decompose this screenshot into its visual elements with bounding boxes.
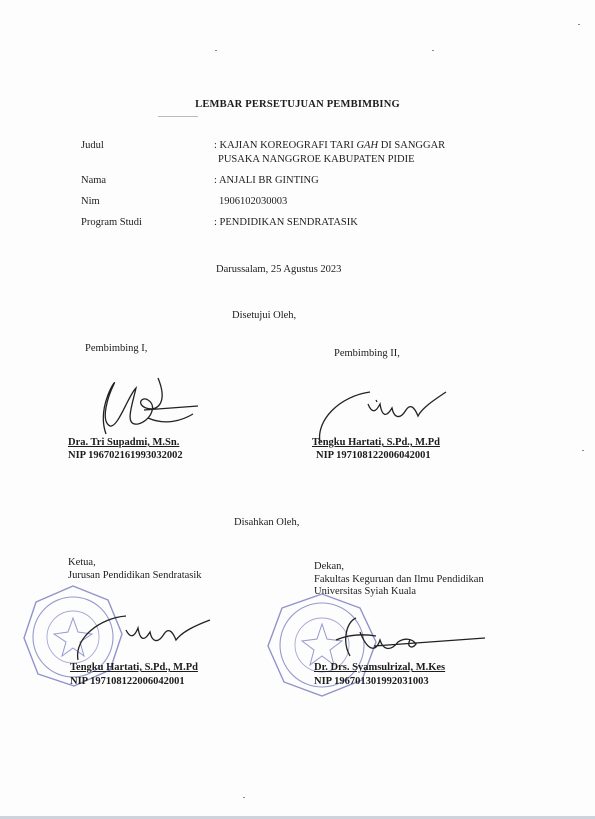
- chair-signature: [70, 608, 220, 668]
- supervisor2-nip: NIP 197108122006042001: [316, 450, 431, 461]
- dean-name: Dr. Drs. Syamsulrizal, M.Kes: [314, 662, 446, 673]
- scan-speck: [432, 50, 434, 51]
- field-label-program: Program Studi: [81, 217, 142, 228]
- field-value-name: : ANJALI BR GINTING: [214, 175, 319, 186]
- scan-speck: [215, 50, 217, 51]
- dean-nip: NIP 196701301992031003: [314, 676, 429, 687]
- chair-name: Tengku Hartati, S.Pd., M.Pd: [70, 662, 198, 673]
- chair-nip: NIP 197108122006042001: [70, 676, 185, 687]
- dean-role: Dekan,: [314, 561, 345, 572]
- field-value-nim: 1906102030003: [219, 196, 288, 207]
- ratified-by: Disahkan Oleh,: [234, 517, 300, 528]
- supervisor1-nip: NIP 196702161993032002: [68, 450, 183, 461]
- chair-role: Ketua,: [68, 557, 96, 568]
- dean-signature: [320, 612, 490, 662]
- place-date: Darussalam, 25 Agustus 2023: [216, 264, 342, 275]
- field-label-name: Nama: [81, 175, 107, 186]
- scan-speck: [578, 24, 580, 25]
- supervisor1-name: Dra. Tri Supadmi, M.Sn.: [68, 437, 180, 448]
- supervisor1-signature: [88, 366, 203, 446]
- supervisor2-role: Pembimbing II,: [334, 348, 400, 359]
- field-label-title: Judul: [81, 140, 104, 151]
- dean-unit2: Universitas Syiah Kuala: [314, 586, 417, 597]
- field-value-title-line2: PUSAKA NANGGROE KABUPATEN PIDIE: [218, 154, 415, 165]
- scan-speck: [582, 450, 584, 451]
- field-value-title: : KAJIAN KOREOGRAFI TARI GAH DI SANGGAR: [214, 140, 446, 151]
- chair-unit: Jurusan Pendidikan Sendratasik: [68, 570, 202, 581]
- field-value-program: : PENDIDIKAN SENDRATASIK: [214, 217, 358, 228]
- scan-speck: [243, 797, 245, 798]
- supervisor1-role: Pembimbing I,: [85, 343, 148, 354]
- approved-by: Disetujui Oleh,: [232, 310, 297, 321]
- page-title: LEMBAR PERSETUJUAN PEMBIMBING: [195, 99, 400, 110]
- supervisor2-name: Tengku Hartati, S.Pd., M.Pd: [312, 437, 440, 448]
- dean-unit: Fakultas Keguruan dan Ilmu Pendidikan: [314, 574, 484, 585]
- field-label-nim: Nim: [81, 196, 100, 207]
- scan-mark: [158, 116, 198, 117]
